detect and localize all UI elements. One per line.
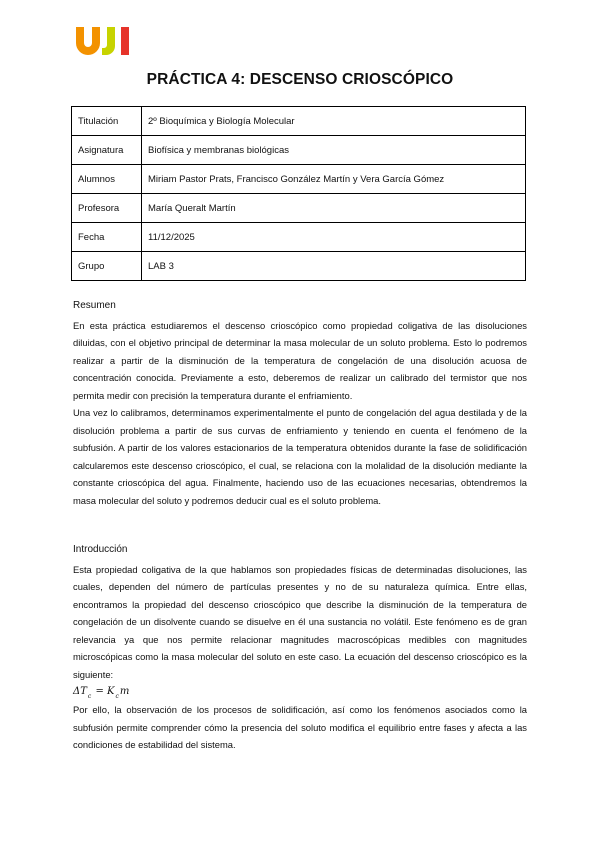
equation-delta-t: ΔT — [73, 686, 87, 697]
row-value-fecha: 11/12/2025 — [142, 223, 526, 252]
row-value-profesora: María Queralt Martín — [142, 194, 526, 223]
row-value-alumnos: Miriam Pastor Prats, Francisco González Martín y Vera García Gómez — [142, 165, 526, 194]
equation-kc: K — [107, 686, 115, 697]
row-label-grupo: Grupo — [72, 252, 142, 281]
logo-letter-u — [76, 27, 100, 55]
uji-logo — [74, 24, 134, 56]
info-table — [71, 106, 526, 281]
row-label-titulacion: Titulación — [72, 107, 142, 136]
row-label-profesora: Profesora — [72, 194, 142, 223]
introduccion-paragraph-1: Esta propiedad coligativa de la que hablamos son propiedades físicas de determinadas disoluciones, las cuales, dependen del número de partículas presentes y no de su naturaleza química. Entre ellas, encontramos la propiedad del descenso crioscópico que describe la disminución de la temperatura de congelación de un disolvente cuando se disuelve en él una sustancia no volátil. Este fenómeno es de gran relevancia ya que nos permite relacionar magnitudes macroscópicas medibles con magnitudes microscópicas como la masa molecular del soluto en este caso. La ecuación del descenso crioscópico es la siguiente: — [73, 563, 527, 680]
cryoscopic-equation — [73, 683, 527, 701]
row-value-grupo: LAB 3 — [142, 252, 526, 281]
table-row — [72, 252, 526, 281]
table-row — [72, 136, 526, 165]
resumen-heading: Resumen — [73, 300, 116, 311]
introduccion-section — [73, 541, 527, 754]
resumen-paragraph-2: Una vez lo calibramos, determinamos experimentalmente el punto de congelación del agua destilada y de la disolución problema a partir de sus curvas de enfriamiento y teniendo en cuenta el fenómeno de la subfusión. A partir de los valores estacionarios de la temperatura obtenidos durante la fase de solidificación calcularemos este descenso crioscópico, el cual, se relaciona con la molalidad de la disolución mediante la constante crioscópica del agua. Finalmente, haciendo uso de las ecuaciones necesarias, obtendremos la masa molecular del soluto y podremos deducir cual es el soluto problema. — [73, 407, 527, 506]
row-value-asignatura: Biofísica y membranas biológicas — [142, 136, 526, 165]
equation-kc-subscript: c — [115, 693, 119, 700]
row-label-asignatura: Asignatura — [72, 136, 142, 165]
table-row — [72, 107, 526, 136]
introduccion-paragraph-2: Por ello, la observación de los procesos de solidificación, así como los fenómenos asociados como la subfusión permite comprender cómo la presencia del soluto modifica el equilibrio entre fases y afecta a las condiciones de estabilidad del sistema. — [73, 704, 527, 750]
table-row — [72, 223, 526, 252]
equation-delta-t-subscript: c — [87, 693, 92, 700]
logo-letter-j — [102, 27, 115, 55]
row-label-fecha: Fecha — [72, 223, 142, 252]
resumen-section — [73, 297, 527, 509]
equation-equals: = — [92, 686, 108, 697]
equation-molality: m — [119, 686, 130, 697]
row-value-titulacion: 2º Bioquímica y Biología Molecular — [142, 107, 526, 136]
table-row — [72, 194, 526, 223]
resumen-paragraph-1: En esta práctica estudiaremos el descenso crioscópico como propiedad coligativa de las disoluciones diluidas, con el objetivo principal de determinar la masa molecular de un soluto problema. Esto lo podremos realizar a partir de la disminución de la temperatura de congelación de una disolución acuosa de concentración conocida. Previamente a esto, deberemos de realizar un calibrado del termistor que nos permita medir con precisión la temperatura durante el enfriamiento. — [73, 319, 527, 401]
introduccion-heading: Introducción — [73, 544, 128, 555]
page-title: PRÁCTICA 4: DESCENSO CRIOSCÓPICO — [146, 71, 454, 88]
logo-letter-i — [121, 27, 129, 55]
row-label-alumnos: Alumnos — [72, 165, 142, 194]
table-row — [72, 165, 526, 194]
